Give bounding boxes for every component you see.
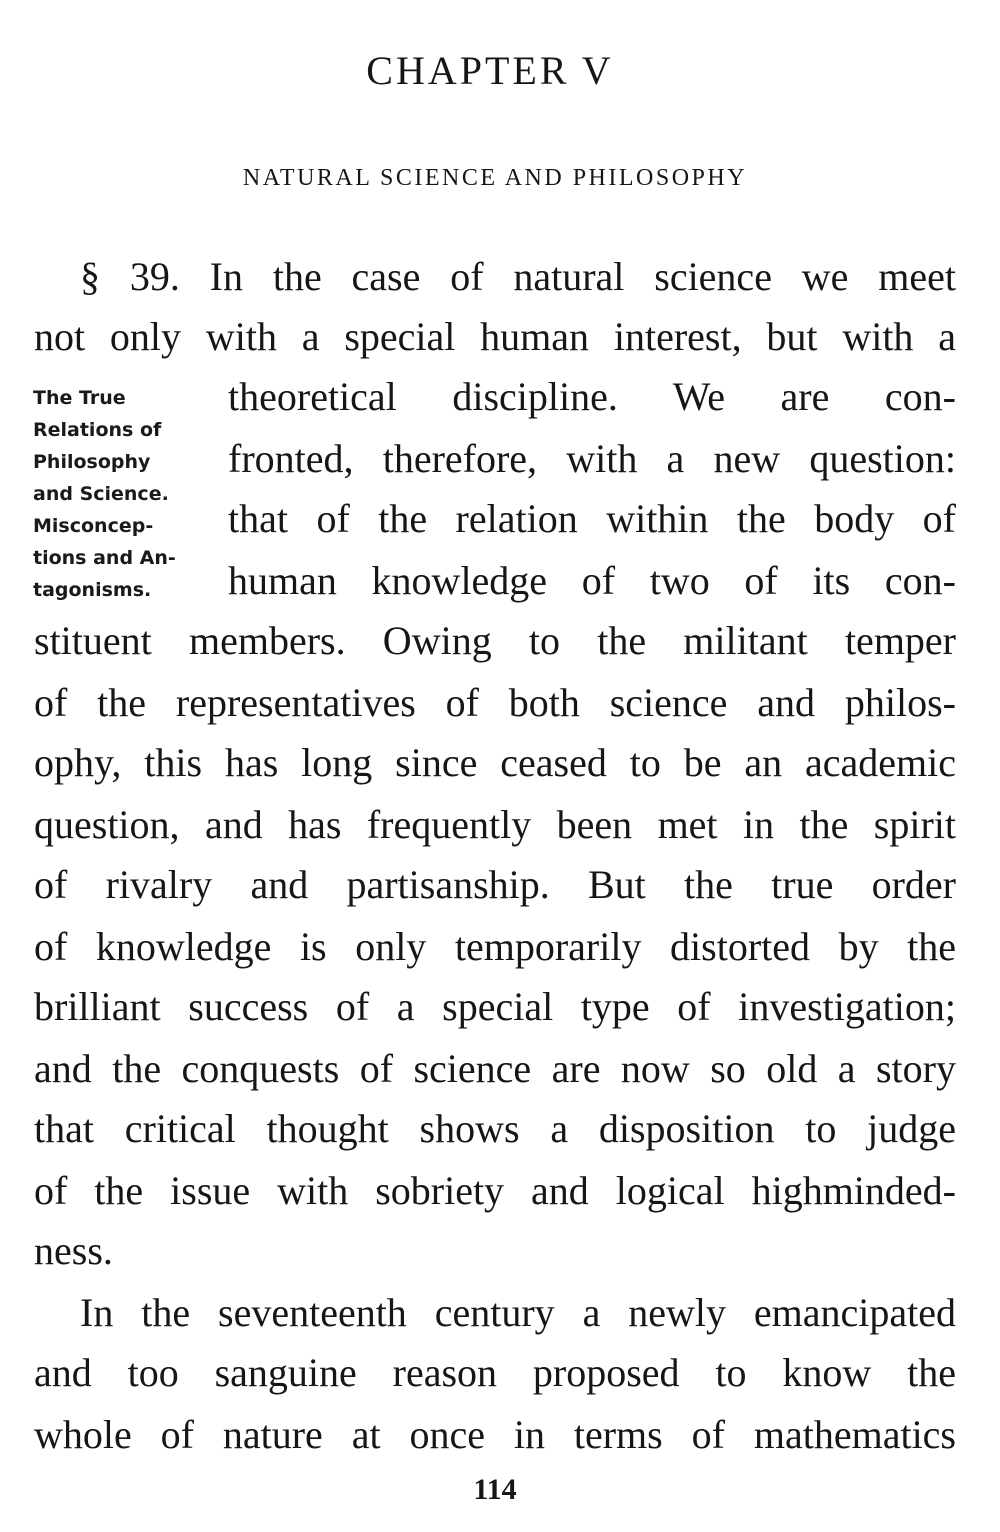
margin-note-line: Philosophy: [33, 451, 151, 473]
body-text-line: § 39. In the case of natural science we meet: [80, 254, 956, 299]
body-text-line: ophy, this has long since ceased to be an academic: [34, 740, 956, 785]
body-text-line: of the representatives of both science and philos-: [34, 680, 956, 725]
body-text-line: and the conquests of science are now so old a story: [34, 1046, 956, 1091]
body-text-line: human knowledge of two of its con-: [228, 558, 956, 603]
body-text-line: that critical thought shows a disposition to judge: [34, 1106, 956, 1151]
body-text-line: ness.: [34, 1228, 113, 1273]
margin-note: [33, 382, 208, 606]
body-text-line: that of the relation within the body of: [228, 496, 956, 541]
body-text-line: whole of nature at once in terms of mathematics: [34, 1412, 956, 1457]
body-text-line: and too sanguine reason proposed to know the: [34, 1350, 956, 1395]
body-text-line: brilliant success of a special type of investigation;: [34, 984, 956, 1029]
margin-note-line: tagonisms.: [33, 579, 152, 601]
page-number: 114: [473, 1473, 517, 1506]
chapter-title: CHAPTER V: [366, 48, 614, 93]
margin-note-line: tions and An-: [33, 547, 176, 569]
body-text-line: of the issue with sobriety and logical highminded-: [34, 1168, 956, 1213]
margin-note-line: Relations of: [33, 419, 162, 441]
chapter-subtitle: NATURAL SCIENCE AND PHILOSOPHY: [242, 165, 748, 191]
margin-note-line: The True: [33, 387, 126, 409]
body-text-line: of knowledge is only temporarily distorted by the: [34, 924, 956, 969]
body-text-line: theoretical discipline. We are con-: [228, 374, 956, 419]
body-text-line: not only with a special human interest, but with a: [34, 314, 956, 359]
body-text-line: In the seventeenth century a newly emancipated: [80, 1290, 956, 1335]
margin-note-line: and Science.: [33, 483, 169, 505]
body-text-line: fronted, therefore, with a new question:: [228, 436, 956, 481]
body-text-line: question, and has frequently been met in the spirit: [34, 802, 956, 847]
body-text-line: of rivalry and partisanship. But the true order: [34, 862, 956, 907]
body-text-line: stituent members. Owing to the militant temper: [34, 618, 956, 663]
margin-note-line: Misconcep-: [33, 515, 154, 537]
